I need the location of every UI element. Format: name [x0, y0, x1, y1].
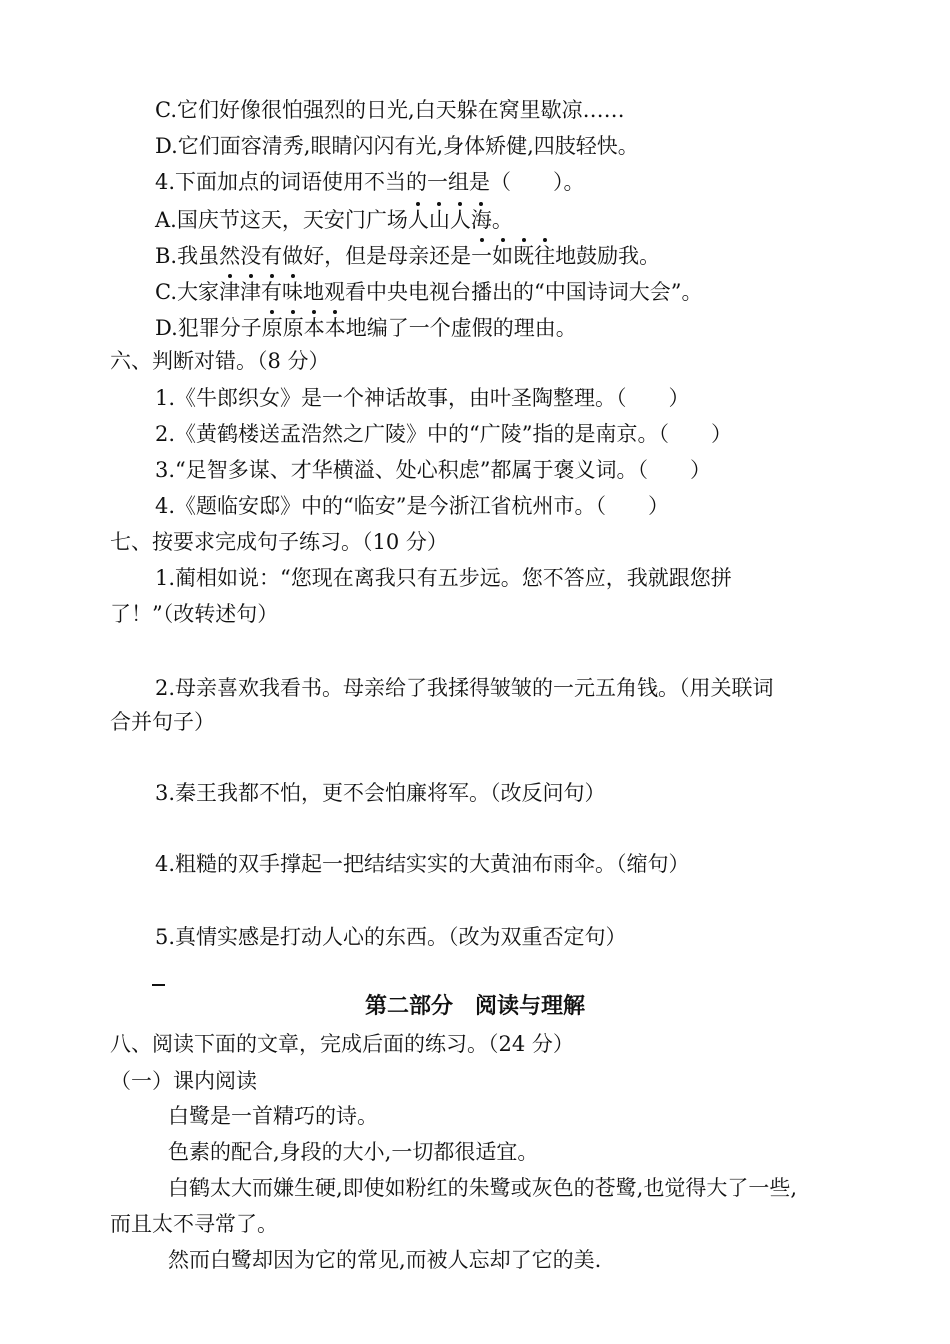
sentence-q2-line2: 合并句子） — [110, 710, 215, 734]
dotted-char: 如 — [492, 244, 514, 268]
sentence-q2-line1: 2.母亲喜欢我看书。母亲给了我揉得皱皱的一元五角钱。（用关联词 — [155, 676, 774, 700]
sentence-q3: 3.秦王我都不怕，更不会怕廉将军。（改反问句） — [155, 781, 606, 805]
judgement-item: 2.《黄鹤楼送孟浩然之广陵》中的“广陵”指的是南京。（ ） — [155, 422, 733, 446]
dotted-char: 味 — [282, 280, 303, 304]
sentence-q4: 4.粗糙的双手撑起一把结结实实的大黄油布雨伞。（缩句） — [155, 852, 690, 876]
sentence-q1-line2: 了！”（改转述句） — [110, 602, 279, 626]
underline-mark — [152, 984, 165, 986]
passage-paragraph-cont: 而且太不寻常了。 — [110, 1212, 278, 1236]
judgement-item: 1.《牛郎织女》是一个神话故事，由叶圣陶整理。（ ） — [155, 386, 690, 410]
dotted-char: 人 — [449, 208, 471, 232]
dotted-char: 往 — [534, 244, 556, 268]
passage-paragraph: 色素的配合,身段的大小,一切都很适宜。 — [168, 1140, 539, 1164]
question-4: 4.下面加点的词语使用不当的一组是（ ）。 — [155, 170, 585, 194]
dotted-char: 既 — [513, 244, 535, 268]
section-6-title: 六、判断对错。（8 分） — [110, 349, 330, 373]
option-c-q3: C.它们好像很怕强烈的日光,白天躲在窝里歇凉…… — [155, 98, 625, 122]
passage-paragraph: 白鹭是一首精巧的诗。 — [168, 1104, 378, 1128]
dotted-char: 津 — [240, 280, 261, 304]
dotted-char: 本 — [324, 316, 346, 340]
dotted-char: 海 — [470, 208, 492, 232]
section-7-title: 七、按要求完成句子练习。（10 分） — [110, 530, 448, 554]
option-c-q4: C.大家津津有味地观看中央电视台播出的“中国诗词大会”。 — [155, 280, 703, 304]
passage-paragraph: 白鹤太大而嫌生硬,即使如粉红的朱鹭或灰色的苍鹭,也觉得大了一些, — [168, 1176, 798, 1200]
dotted-char: 津 — [219, 280, 240, 304]
judgement-item: 4.《题临安邸》中的“临安”是今浙江省杭州市。（ ） — [155, 494, 670, 518]
dotted-char: 山 — [428, 208, 450, 232]
option-d-q3: D.它们面容清秀,眼睛闪闪有光,身体矫健,四肢轻快。 — [155, 134, 639, 158]
option-b-q4: B.我虽然没有做好，但是母亲还是一如既往地鼓励我。 — [155, 244, 661, 268]
sentence-q5: 5.真情实感是打动人心的东西。（改为双重否定句） — [155, 925, 627, 949]
option-d-q4: D.犯罪分子原原本本地编了一个虚假的理由。 — [155, 316, 577, 340]
option-a-q4: A.国庆节这天，天安门广场人山人海。 — [155, 208, 513, 232]
section-8-title: 八、阅读下面的文章，完成后面的练习。（24 分） — [110, 1032, 574, 1056]
sentence-q1-line1: 1.蔺相如说：“您现在离我只有五步远。您不答应，我就跟您拼 — [155, 566, 732, 590]
dotted-char: 有 — [261, 280, 282, 304]
dotted-char: 一 — [471, 244, 493, 268]
dotted-char: 原 — [261, 316, 283, 340]
dotted-char: 人 — [407, 208, 429, 232]
passage-paragraph: 然而白鹭却因为它的常见,而被人忘却了它的美. — [168, 1248, 602, 1272]
judgement-item: 3.“足智多谋、才华横溢、处心积虑”都属于褒义词。（ ） — [155, 458, 712, 482]
dotted-char: 本 — [303, 316, 325, 340]
subsection-title: （一）课内阅读 — [110, 1069, 257, 1093]
part-2-heading: 第二部分 阅读与理解 — [364, 993, 585, 1019]
dotted-char: 原 — [282, 316, 304, 340]
